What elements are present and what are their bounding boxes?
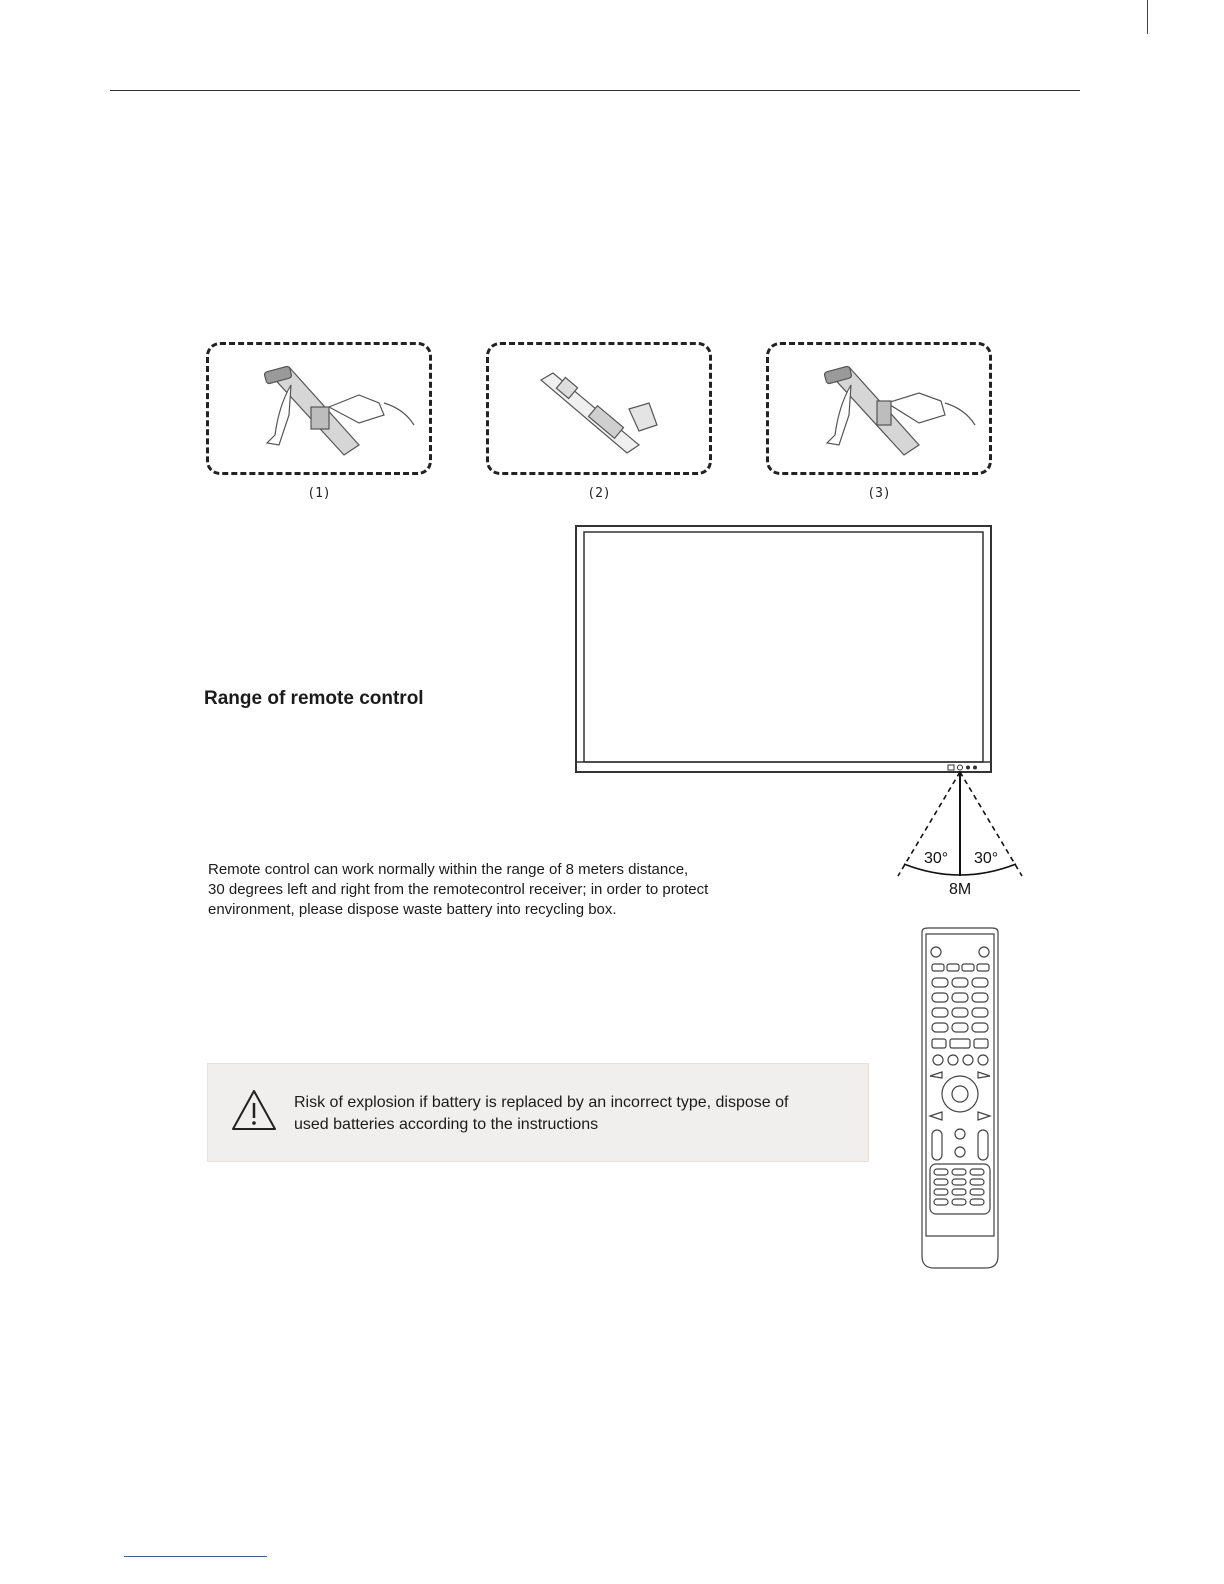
step-3-label: (3) bbox=[867, 486, 891, 501]
range-heading: Range of remote control bbox=[204, 688, 424, 709]
step-2-label: (2) bbox=[587, 486, 611, 501]
page-edge-mark bbox=[1147, 0, 1148, 34]
range-cone-diagram bbox=[890, 770, 1030, 900]
footer-link-rule bbox=[124, 1556, 267, 1557]
step-1-illustration bbox=[206, 342, 432, 475]
warning-text bbox=[294, 1092, 788, 1136]
description-line-2: 30 degrees left and right from the remotecontrol receiver; in order to protect bbox=[208, 881, 709, 898]
warning-box bbox=[207, 1063, 869, 1162]
step-2-illustration bbox=[486, 342, 712, 475]
description-line-1: Remote control can work normally within the range of 8 meters distance, bbox=[208, 861, 689, 878]
warning-triangle-icon bbox=[230, 1088, 278, 1132]
remote-control-illustration bbox=[918, 926, 1004, 1272]
description-line-3: environment, please dispose waste battery into recycling box. bbox=[208, 901, 617, 918]
angle-left-label: 30° bbox=[924, 850, 949, 867]
warning-line-2: used batteries according to the instructions bbox=[294, 1116, 599, 1133]
range-description bbox=[208, 860, 848, 920]
header-rule bbox=[110, 90, 1080, 91]
close-battery-cover-illustration bbox=[769, 345, 995, 478]
distance-label: 8M bbox=[949, 881, 972, 898]
step-1-label: (1) bbox=[307, 486, 331, 501]
open-battery-cover-illustration bbox=[209, 345, 435, 478]
angle-right-label: 30° bbox=[974, 850, 999, 867]
insert-batteries-illustration bbox=[489, 345, 715, 478]
warning-line-1: Risk of explosion if battery is replaced by an incorrect type, dispose of bbox=[294, 1094, 789, 1111]
step-3-illustration bbox=[766, 342, 992, 475]
display-panel-illustration bbox=[574, 524, 994, 776]
